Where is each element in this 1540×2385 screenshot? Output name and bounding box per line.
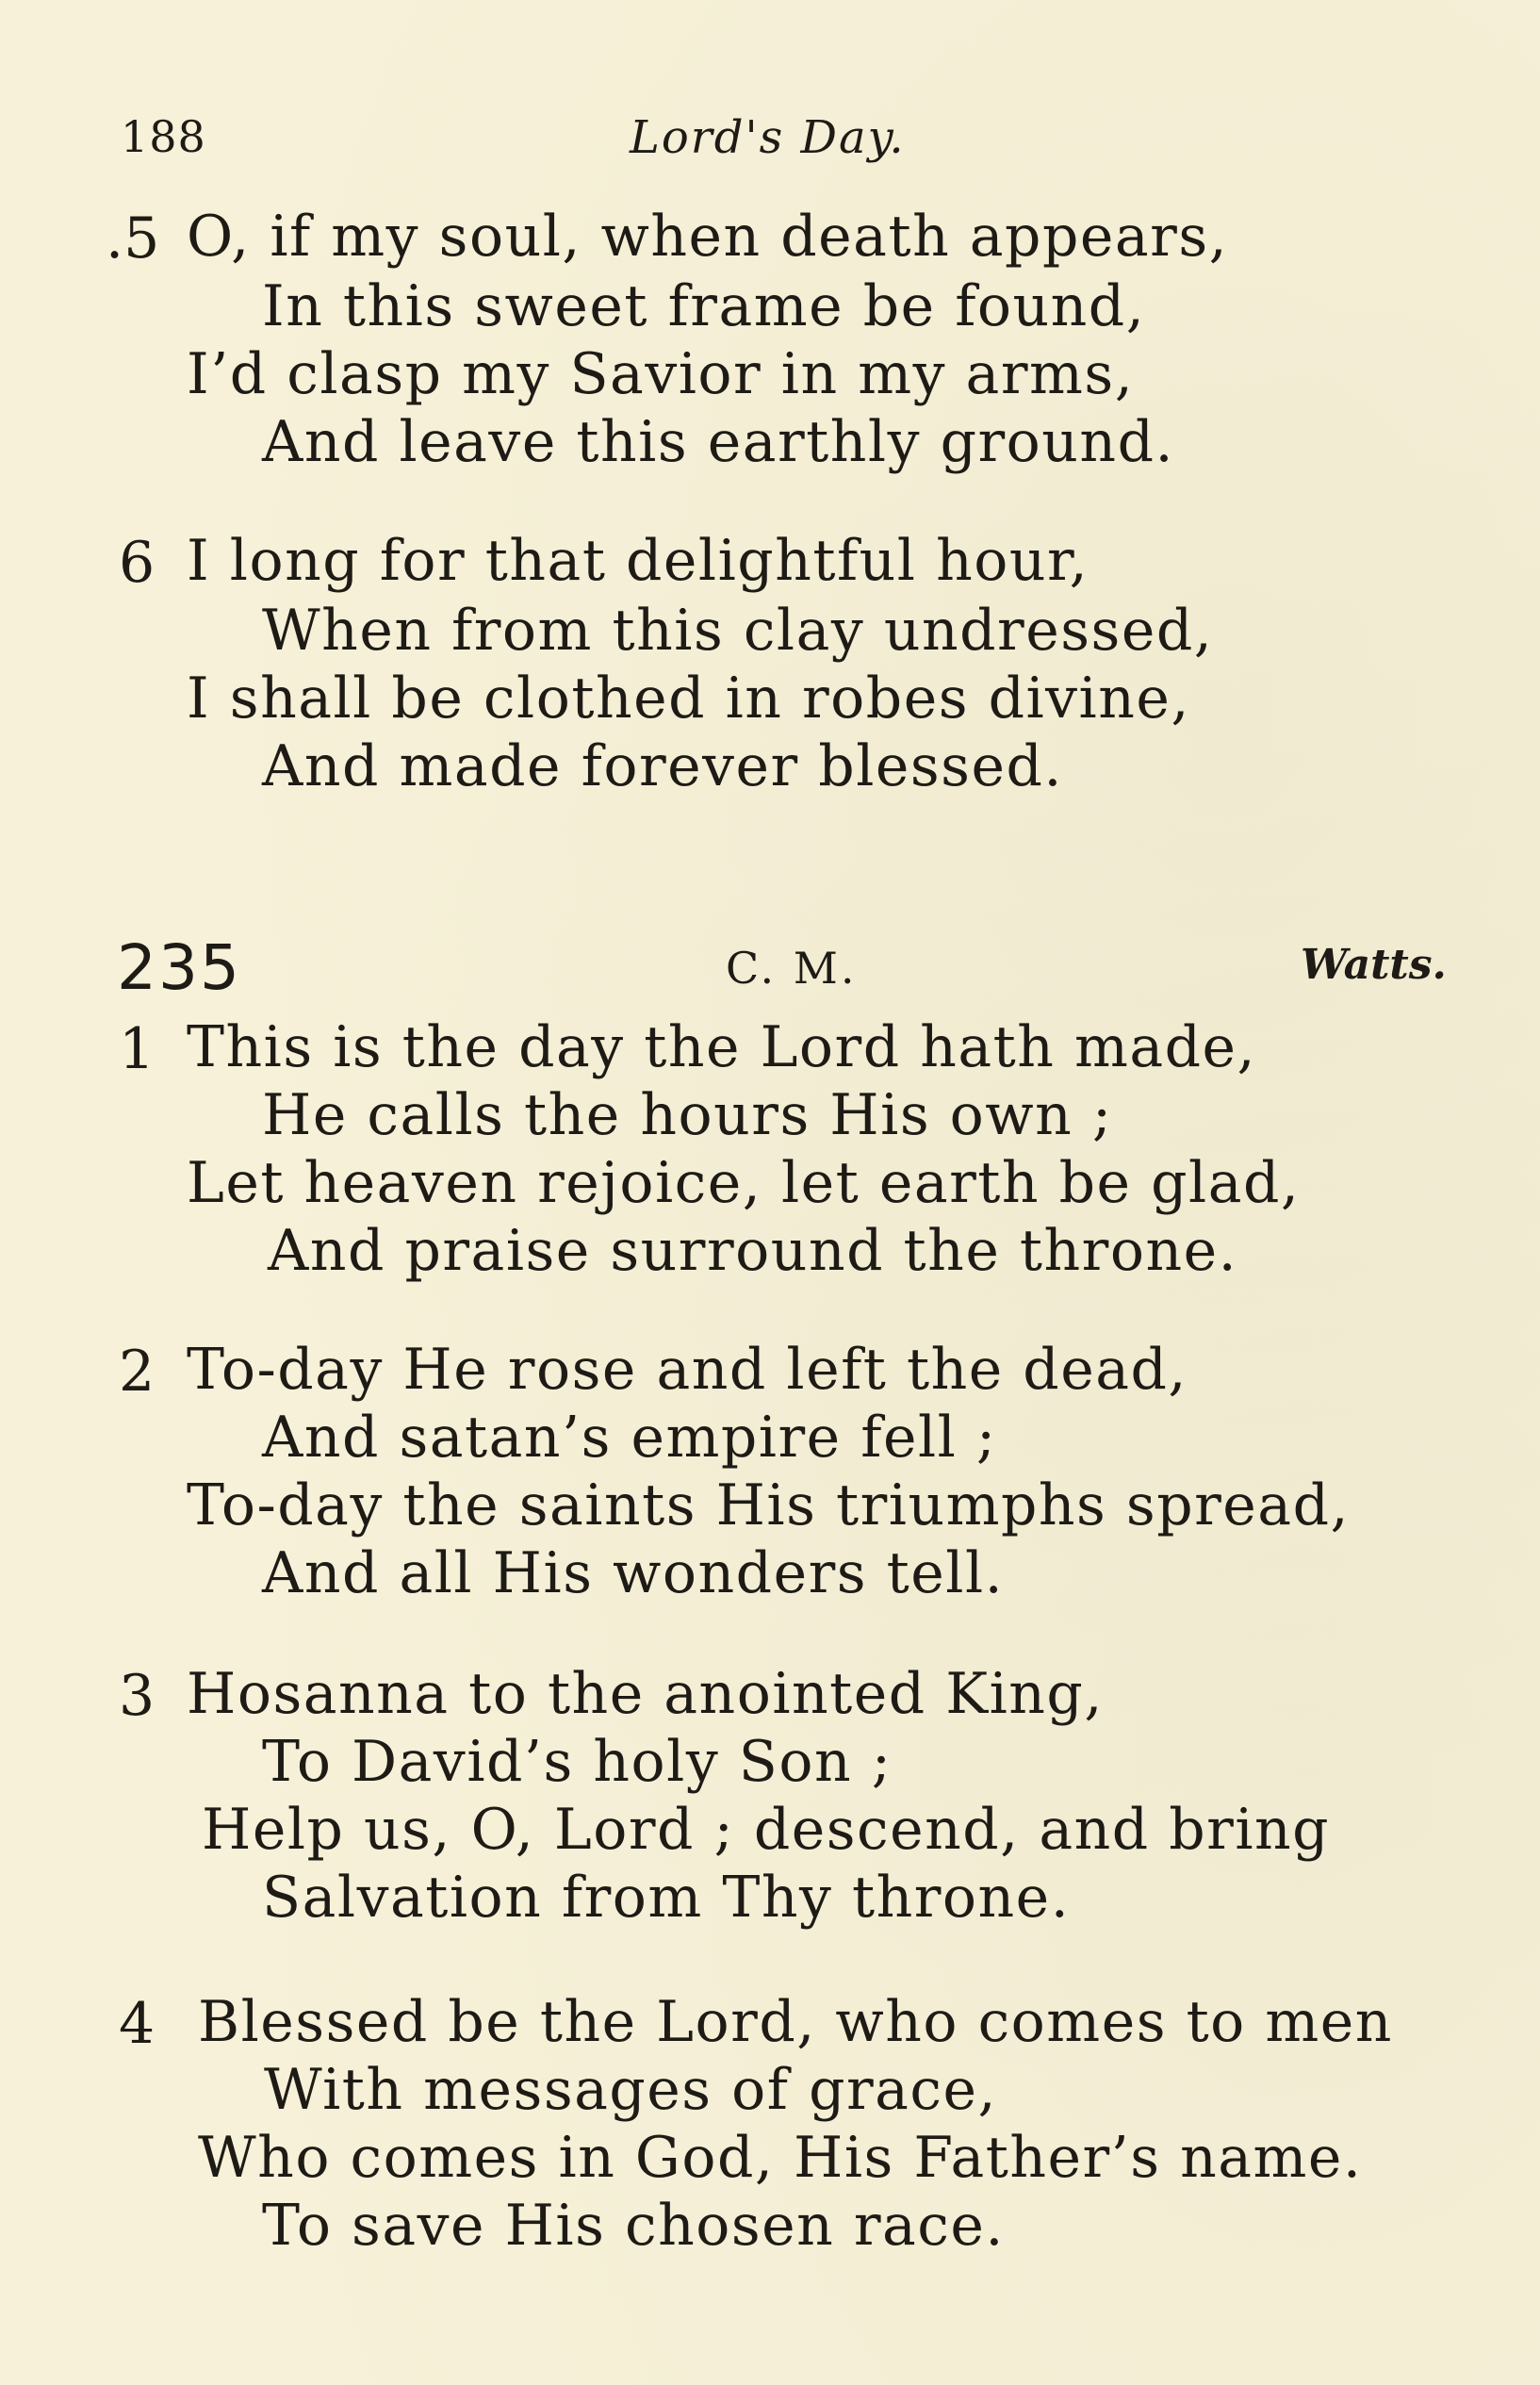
verse-line: When from this clay undressed,	[262, 598, 1214, 664]
verse-line: He calls the hours His own ;	[262, 1082, 1113, 1148]
verse-number: 6	[119, 530, 156, 596]
verse-line: Let heaven rejoice, let earth be glad,	[187, 1150, 1301, 1216]
verse-number: 1	[119, 1016, 156, 1082]
verse-line: This is the day the Lord hath made,	[187, 1014, 1257, 1080]
verse-line: And praise surround the throne.	[268, 1218, 1238, 1284]
verse-line: Help us, O, Lord ; descend, and bring	[202, 1797, 1331, 1863]
verse-number: .5	[106, 206, 160, 271]
verse-line: Hosanna to the anointed King,	[187, 1661, 1104, 1727]
verse-number: 3	[119, 1663, 156, 1729]
verse-line: To-day He rose and left the dead,	[187, 1337, 1188, 1403]
verse-line: With messages of grace,	[264, 2057, 998, 2123]
hymn-meter: C. M.	[726, 943, 858, 994]
verse-line: To-day the saints His triumphs spread,	[187, 1472, 1351, 1538]
hymn-number: 235	[117, 931, 241, 1004]
verse-number: 4	[119, 1991, 156, 2057]
verse-line: Salvation from Thy throne.	[262, 1865, 1071, 1931]
hymn-author: Watts.	[1301, 941, 1447, 989]
verse-line: And satan’s empire fell ;	[262, 1405, 997, 1471]
page-number: 188	[121, 111, 206, 162]
verse-line: To save His chosen race.	[262, 2193, 1005, 2259]
verse-line: I shall be clothed in robes divine,	[187, 666, 1190, 732]
verse-line: In this sweet frame be found,	[262, 273, 1146, 339]
verse-line: O, if my soul, when death appears,	[187, 204, 1229, 270]
running-title: Lord's Day.	[630, 111, 906, 164]
verse-line: Who comes in God, His Father’s name.	[198, 2125, 1363, 2191]
verse-line: And made forever blessed.	[262, 733, 1063, 799]
verse-line: I long for that delightful hour,	[187, 528, 1089, 594]
verse-line: To David’s holy Son ;	[262, 1729, 893, 1795]
verse-number: 2	[119, 1339, 156, 1405]
verse-line: Blessed be the Lord, who comes to men	[198, 1989, 1393, 2055]
verse-line: I’d clasp my Savior in my arms,	[187, 341, 1135, 407]
verse-line: And all His wonders tell.	[262, 1540, 1005, 1606]
verse-line: And leave this earthly ground.	[262, 409, 1175, 475]
